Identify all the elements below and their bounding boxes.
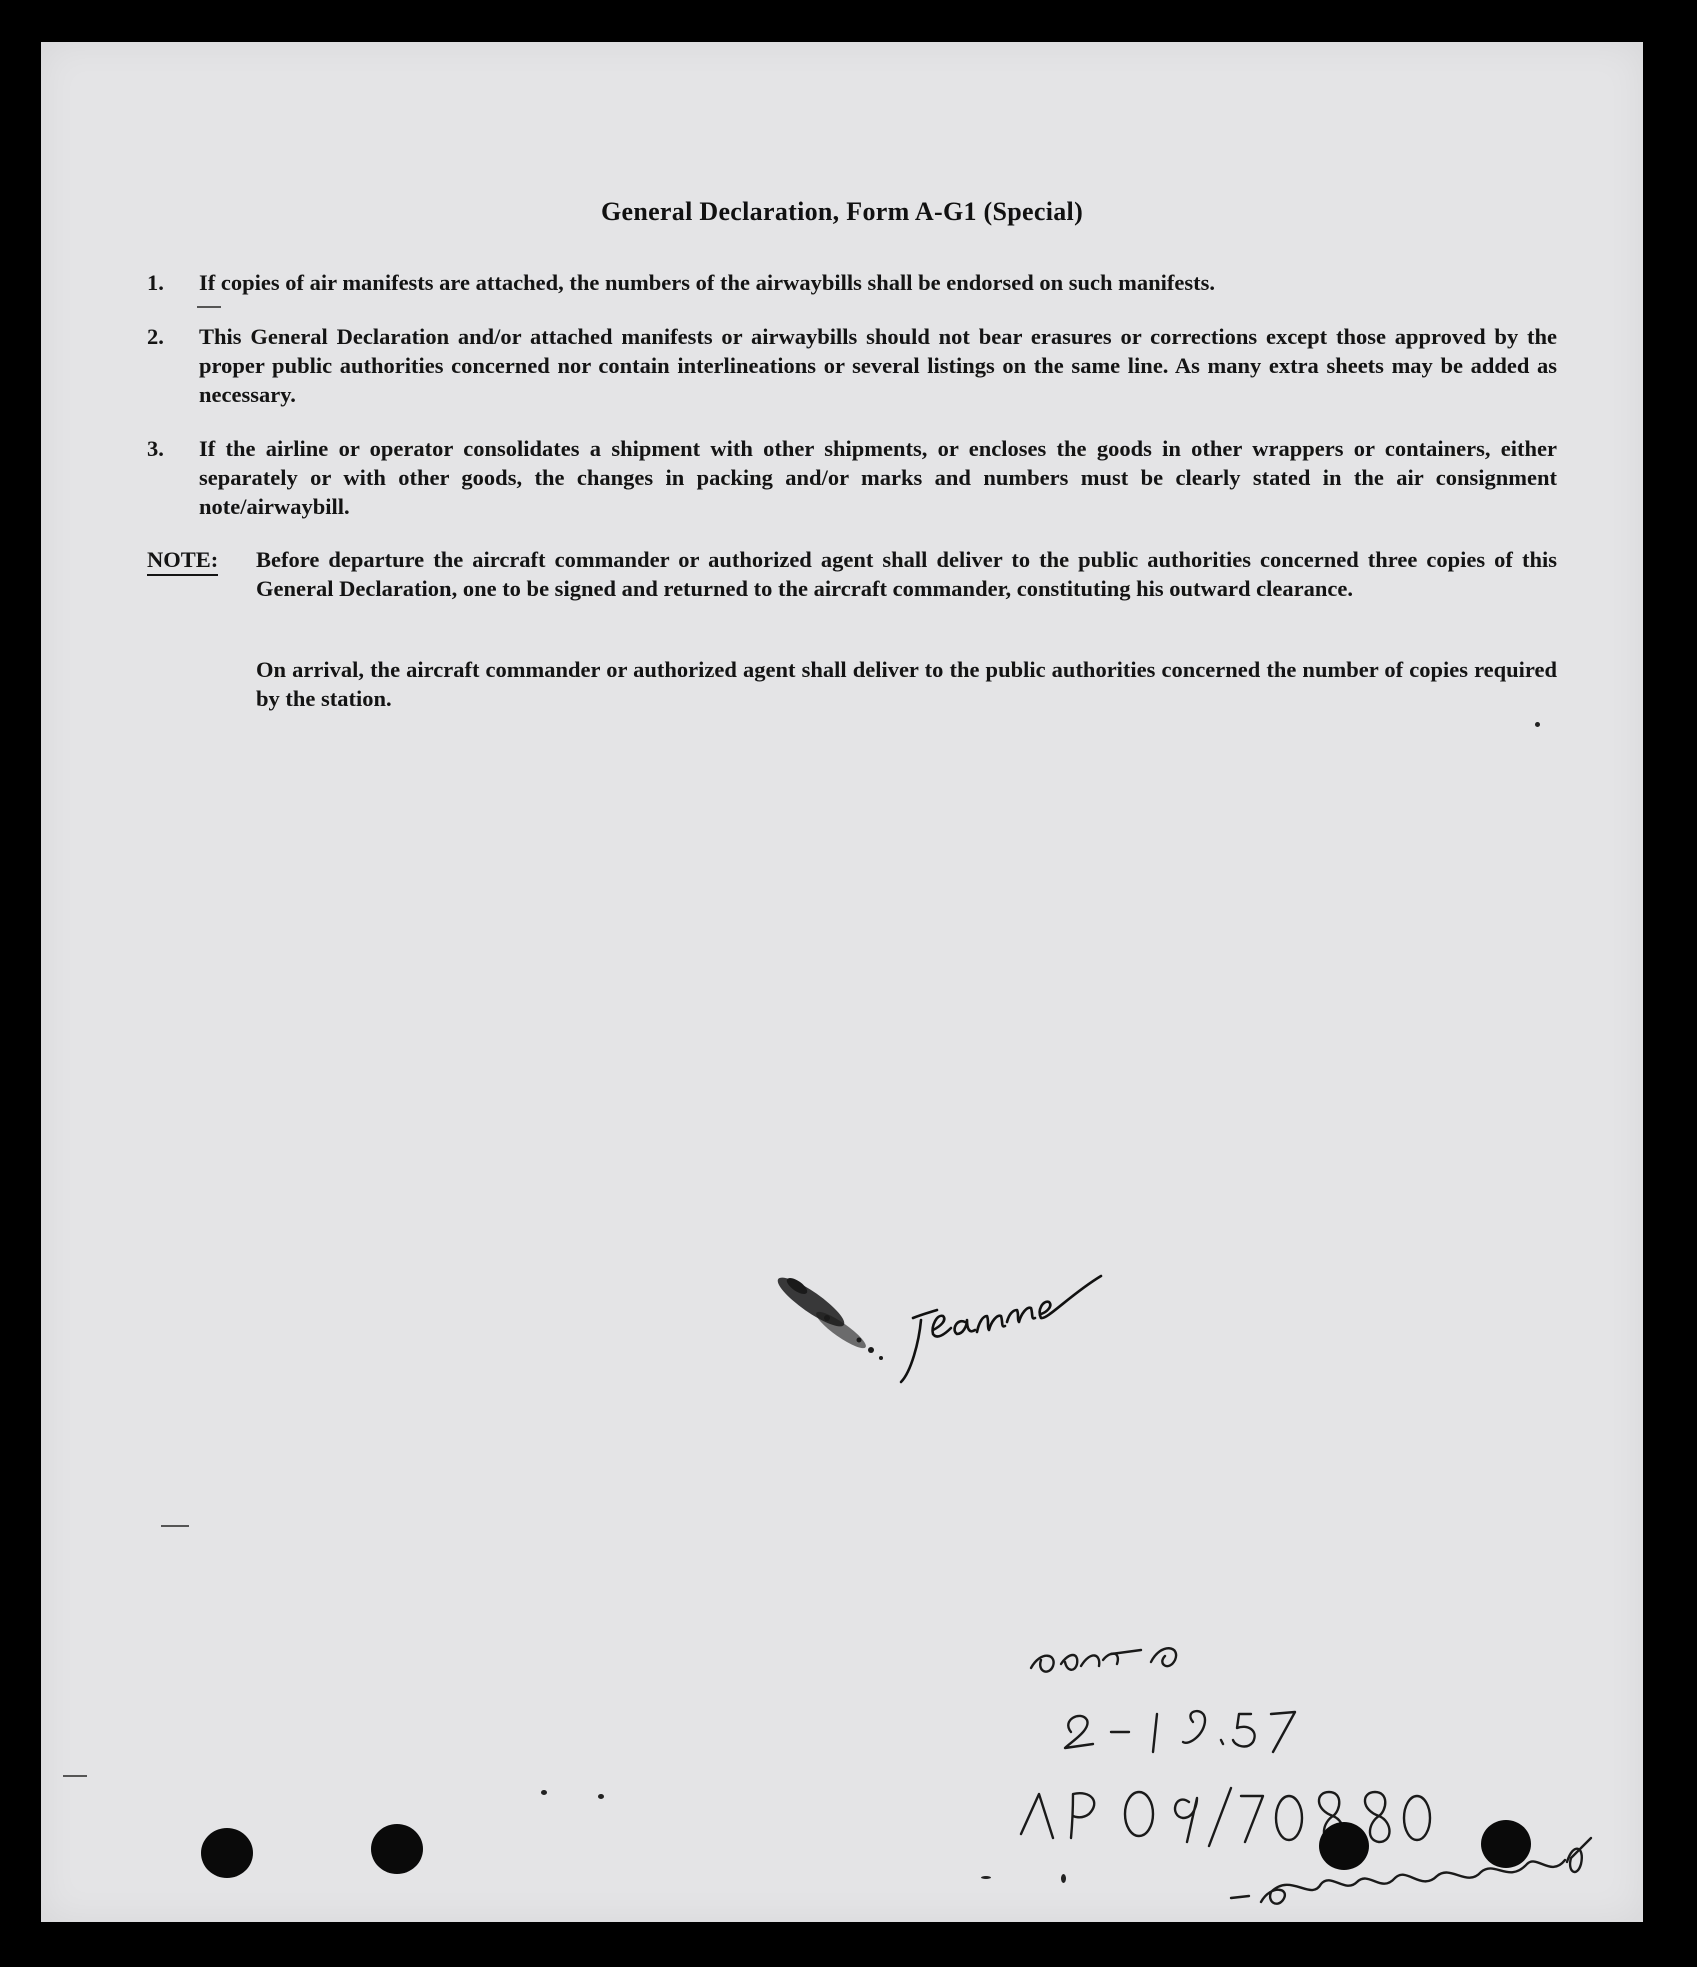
punch-hole (1481, 1820, 1531, 1868)
punch-hole (201, 1828, 253, 1878)
note-paragraph: Before departure the aircraft commander or authorized agent shall deliver to the public authorities concerned three copies of this General Declaration, one to be signed and returned to the aircraft commander, constituting his outward clearance. (256, 547, 1557, 601)
list-item (147, 322, 1557, 412)
handwritten-signature (751, 1222, 1171, 1442)
speck (1535, 722, 1540, 727)
speck (598, 1794, 604, 1799)
note-label: NOTE: (147, 545, 218, 576)
speck (541, 1790, 547, 1795)
punch-hole (371, 1824, 423, 1874)
item-number: 1. (147, 270, 164, 295)
handwritten-annotation (961, 1602, 1621, 1922)
item-text: If the airline or operator consolidates a shipment with other shipments, or encloses the goods in other wrappers or containers, either separately or with other goods, the changes in packing and/or marks and numbers must be clearly stated in the air consignment note/airwaybill. (199, 436, 1557, 519)
speck (1061, 1874, 1066, 1883)
speck (981, 1876, 991, 1879)
item-number: 3. (147, 436, 164, 461)
item-number: 2. (147, 324, 164, 349)
margin-mark (161, 1525, 189, 1527)
document-page (41, 42, 1643, 1922)
list-item (147, 434, 1557, 524)
item-text: This General Declaration and/or attached manifests or airwaybills should not bear erasures or corrections except those approved by the proper public authorities concerned nor contain interlineations or several listings on the same line. As many extra sheets may be added as necessary. (199, 324, 1557, 407)
list-item (147, 268, 1557, 298)
punch-hole (1319, 1822, 1369, 1870)
document-title: General Declaration, Form A-G1 (Special) (600, 197, 1084, 226)
note-paragraph: On arrival, the aircraft commander or authorized agent shall deliver to the public authorities concerned the number of copies required by the station. (256, 657, 1557, 711)
margin-mark (63, 1775, 87, 1777)
margin-mark (197, 306, 221, 308)
item-text: If copies of air manifests are attached, the numbers of the airwaybills shall be endorsed on such manifests. (199, 270, 1216, 295)
